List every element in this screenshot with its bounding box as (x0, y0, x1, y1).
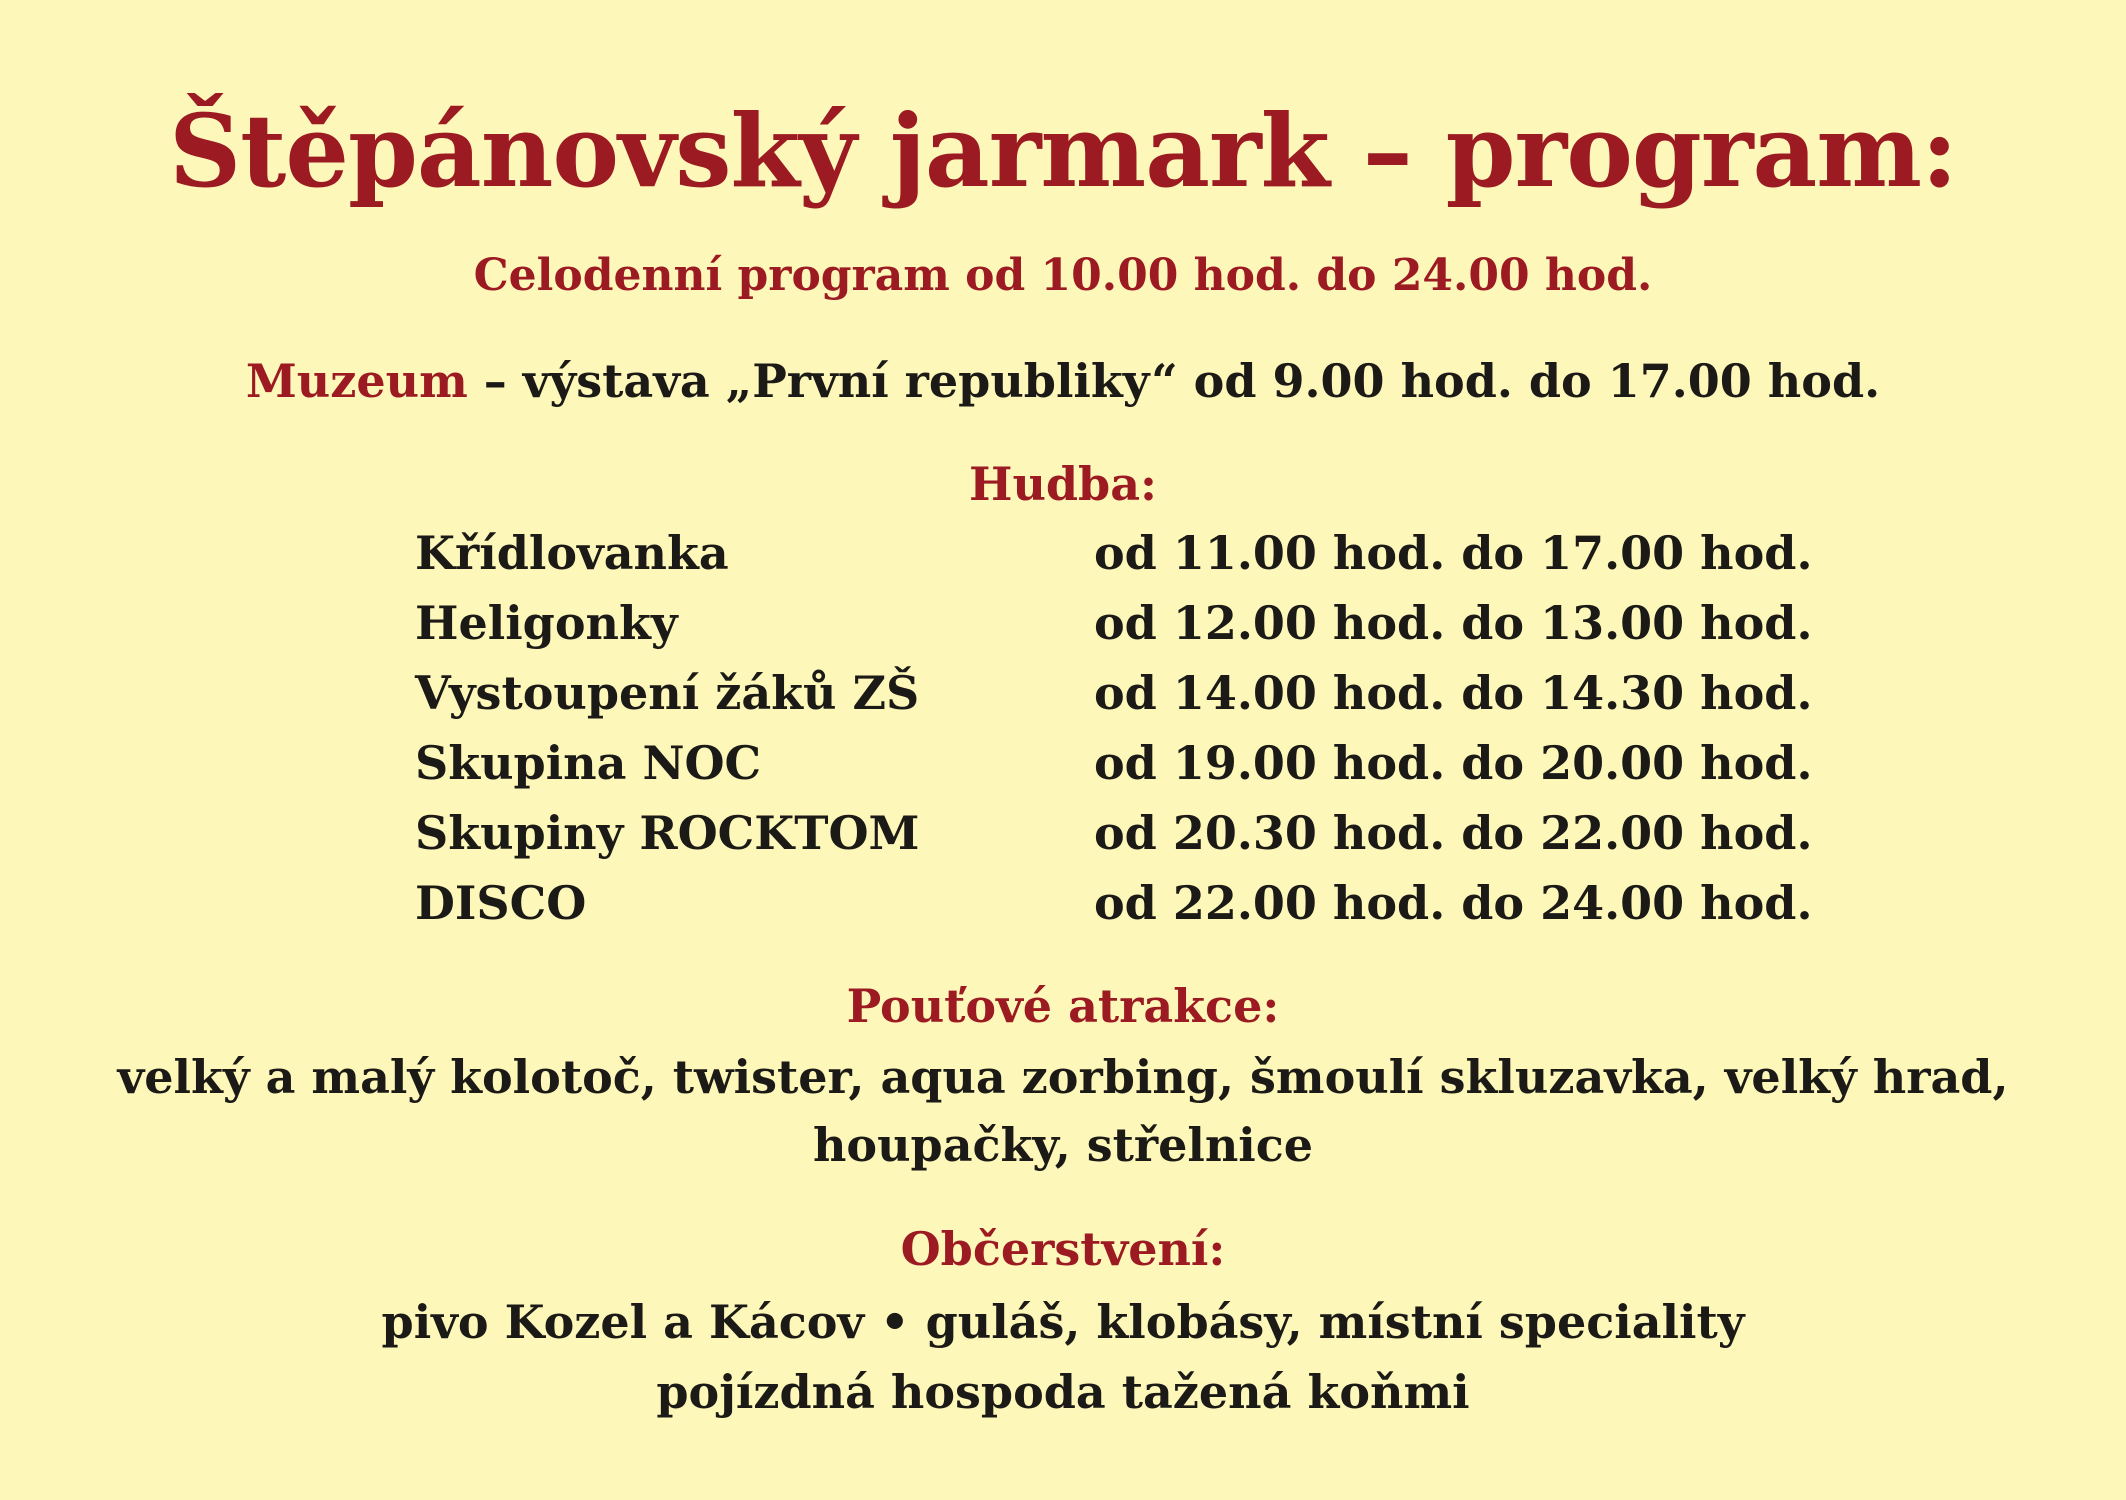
museum-exhibition-text: – výstava „První republiky“ od 9.00 hod. do 17.00 hod. (467, 354, 1881, 408)
attractions-list (0, 1043, 2126, 1179)
music-performer: DISCO (415, 876, 587, 930)
music-time: od 12.00 hod. do 13.00 hod. (1094, 596, 1813, 650)
music-row (0, 871, 2126, 941)
music-performer: Vystoupení žáků ZŠ (415, 666, 920, 720)
music-row (0, 801, 2126, 871)
music-time: od 20.30 hod. do 22.00 hod. (1094, 806, 1813, 860)
music-heading: Hudba: (968, 457, 1158, 511)
music-time: od 14.00 hod. do 14.30 hod. (1094, 666, 1813, 720)
attractions-line: houpačky, střelnice (812, 1118, 1314, 1172)
music-row (0, 731, 2126, 801)
music-row (0, 521, 2126, 591)
all-day-program-subtitle: Celodenní program od 10.00 hod. do 24.00 hod. (473, 250, 1653, 301)
refreshments-list (0, 1287, 2126, 1427)
attractions-heading: Pouťové atrakce: (846, 979, 1280, 1033)
music-row (0, 661, 2126, 731)
poster-title: Štěpánovský jarmark – program: (168, 92, 1958, 210)
refreshments-heading: Občerstvení: (900, 1222, 1226, 1276)
music-time: od 11.00 hod. do 17.00 hod. (1094, 526, 1813, 580)
music-time: od 22.00 hod. do 24.00 hod. (1094, 876, 1813, 930)
music-time: od 19.00 hod. do 20.00 hod. (1094, 736, 1813, 790)
music-performer: Skupina NOC (415, 736, 762, 790)
museum-label: Muzeum (245, 354, 468, 408)
music-performer: Skupiny ROCKTOM (415, 806, 920, 860)
refreshments-line: pojízdná hospoda tažená koňmi (656, 1365, 1470, 1419)
music-row (0, 591, 2126, 661)
museum-line (0, 350, 2126, 412)
music-performer: Křídlovanka (415, 526, 729, 580)
music-schedule (0, 521, 2126, 941)
music-performer: Heligonky (415, 596, 678, 650)
attractions-line: velký a malý kolotoč, twister, aqua zorbing, šmoulí skluzavka, velký hrad, (117, 1050, 2009, 1104)
refreshments-line: pivo Kozel a Kácov • guláš, klobásy, místní speciality (381, 1295, 1745, 1349)
